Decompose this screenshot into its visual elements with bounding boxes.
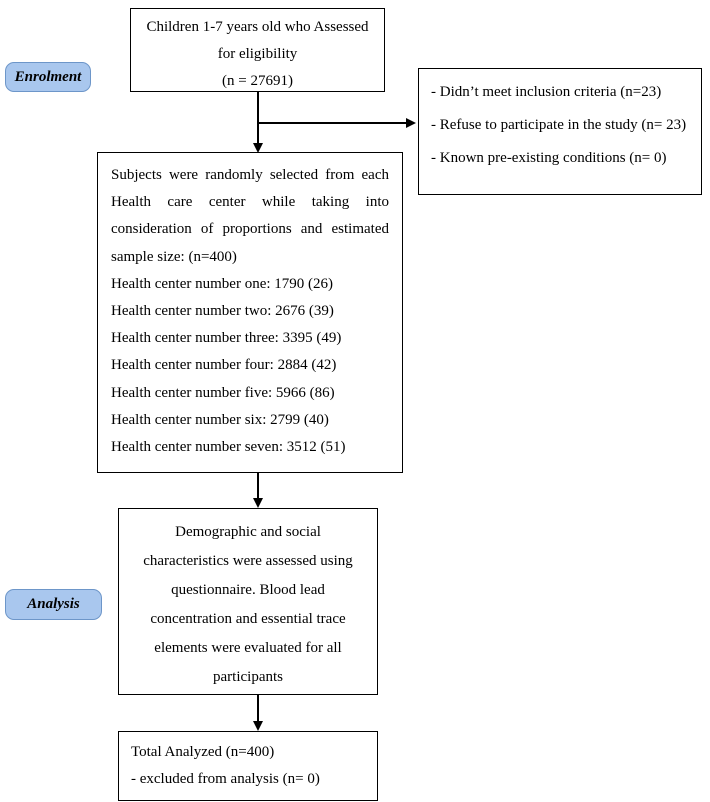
enrolment-stage-label: Enrolment bbox=[5, 62, 91, 92]
analyzed-line-1: Total Analyzed (n=400) bbox=[131, 744, 275, 760]
arrow-assessment-to-analyzed bbox=[253, 695, 263, 731]
health-center-line-5: Health center number five: 5966 (86) bbox=[111, 384, 335, 401]
health-center-line-3: Health center number three: 3395 (49) bbox=[111, 330, 342, 347]
eligibility-line-3: (n = 27691) bbox=[222, 73, 293, 89]
analyzed-box bbox=[118, 731, 378, 801]
eligibility-line-1: Children 1-7 years old who Assessed bbox=[146, 19, 369, 35]
eligibility-line-2: for eligibility bbox=[217, 46, 298, 62]
arrow-selection-to-assessment bbox=[253, 473, 263, 508]
selection-box bbox=[97, 152, 403, 473]
assessment-box bbox=[118, 508, 378, 695]
arrowhead-right-icon bbox=[406, 118, 416, 128]
assessment-line-1: Demographic and social bbox=[175, 524, 321, 540]
exclusion-line-1: - Didn’t meet inclusion criteria (n=23) bbox=[431, 84, 662, 100]
assessment-line-2: characteristics were assessed using bbox=[143, 553, 353, 569]
exclusion-line-3: - Known pre-existing conditions (n= 0) bbox=[431, 150, 667, 166]
arrow-branch-to-exclusions bbox=[257, 118, 416, 128]
health-center-line-4: Health center number four: 2884 (42) bbox=[111, 357, 337, 374]
selection-intro-line-4: sample size: (n=400) bbox=[111, 248, 237, 265]
eligibility-box bbox=[130, 8, 385, 92]
exclusions-box bbox=[418, 68, 702, 195]
selection-intro-line-1: Subjects were randomly selected from each bbox=[111, 167, 389, 183]
arrow-eligibility-to-selection bbox=[253, 92, 263, 153]
health-center-line-2: Health center number two: 2676 (39) bbox=[111, 303, 334, 320]
health-center-line-6: Health center number six: 2799 (40) bbox=[111, 411, 329, 428]
exclusion-line-2: - Refuse to participate in the study (n= 23) bbox=[431, 117, 687, 133]
arrowhead-down-icon bbox=[253, 721, 263, 731]
assessment-line-6: participants bbox=[213, 669, 283, 685]
assessment-line-3: questionnaire. Blood lead bbox=[171, 582, 325, 598]
health-center-line-7: Health center number seven: 3512 (51) bbox=[111, 439, 346, 456]
selection-intro-line-3: consideration of proportions and estimated bbox=[111, 221, 389, 238]
analyzed-line-2: - excluded from analysis (n= 0) bbox=[131, 771, 320, 787]
selection-intro-line-2: Health care center while taking into bbox=[111, 194, 389, 211]
assessment-line-5: elements were evaluated for all bbox=[154, 640, 342, 656]
arrowhead-down-icon bbox=[253, 498, 263, 508]
health-center-line-1: Health center number one: 1790 (26) bbox=[111, 275, 334, 292]
assessment-line-4: concentration and essential trace bbox=[150, 611, 346, 627]
analysis-stage-label: Analysis bbox=[5, 589, 102, 620]
